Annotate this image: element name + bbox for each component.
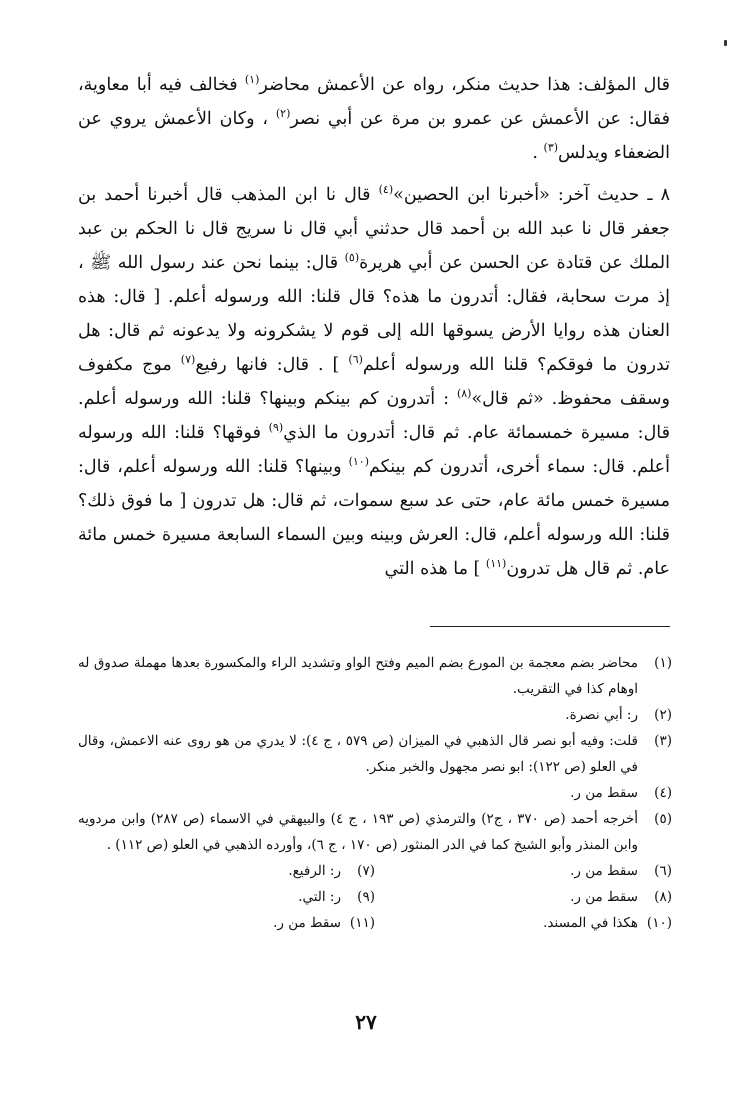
footnote-ref: (٩): [268, 421, 284, 435]
footnote-number: (٥): [654, 811, 672, 827]
footnote-1: [78, 650, 672, 702]
footnote-column-right: [375, 858, 672, 936]
page-number: ٢٧: [355, 1010, 377, 1034]
footnote-ref: (١١): [485, 557, 507, 571]
footnotes: [78, 650, 672, 936]
footnote-text: قلت: وفيه أبو نصر قال الذهبي في الميزان (ص ٥٧٩ ، ج ٤): لا يدري من هو روى عنه الاعمش، وقال في العلو (ص ١٢٢): ابو نصر مجهول والخبر منكر.: [78, 733, 638, 775]
text-run: وبينها؟ قلنا: الله ورسوله أعلم، قال: مسيرة خمس مائة عام، حتى عد سبع سموات، ثم قال: هل تدرون [ ما فوق ذلك؟ قلنا: الله ورسوله أعلم، قال: العرش وبينه وبين السماء السابعة مسيرة خمس مائة عام. ثم قال هل تدرون: [78, 457, 670, 579]
text-run: فوقها؟ قلنا: الله ورسوله أعلم. قال: سماء أخرى، أتدرون كم بينكم: [78, 423, 670, 477]
paragraph-2: [78, 178, 670, 586]
margin-mark: [724, 40, 727, 46]
footnote-11: [78, 910, 375, 936]
text-run: موج مكفوف وسقف محفوظ. «ثم قال»: [78, 355, 670, 409]
text-run: ، وكان الأعمش يروي عن الضعفاء ويدلس: [78, 109, 670, 163]
footnote-text: ر: التي.: [298, 889, 341, 905]
footnote-ref: (٧): [180, 353, 196, 367]
footnote-number: (٨): [654, 889, 672, 905]
footnote-text: هكذا في المسند.: [543, 915, 638, 931]
footnote-text: سقط من ر.: [273, 915, 341, 931]
footnote-text: أخرجه أحمد (ص ٣٧٠ ، ج٢) والترمذي (ص ١٩٣ ، ج ٤) والبيهقي في الاسماء (ص ٢٨٧) وابن مردويه وابن المنذر وأبو الشيخ كما في الدر المنثور (ص ١٧٠ ، ج ٦)، وأورده الذهبي في العلو (ص ١١٢) .: [78, 811, 639, 853]
footnote-grid: [78, 858, 672, 936]
footnote-number: (٦): [654, 863, 672, 879]
footnote-ref: (٣): [543, 141, 559, 155]
footnote-text: ر: الرفيع.: [288, 863, 341, 879]
paragraph-1: [78, 68, 670, 170]
main-text: [78, 68, 670, 586]
footnote-9: [78, 884, 375, 910]
text-run: فخالف فيه أبا معاوية، فقال: عن الأعمش عن عمرو بن مرة عن أبي نصر: [78, 75, 670, 129]
footnote-number: (١١): [349, 915, 375, 931]
footnote-ref: (١): [244, 73, 260, 87]
footnote-number: (٢): [654, 707, 672, 723]
text-run: قال المؤلف: هذا حديث منكر، رواه عن الأعمش محاضر: [259, 75, 670, 95]
text-run: قال نا ابن المذهب قال أخبرنا أحمد بن جعفر قال نا عبد الله بن أحمد قال حدثني أبي قال نا سريج قال نا الحكم بن عبد الملك عن قتادة عن الحسن عن أبي هريرة: [78, 185, 670, 273]
footnote-2: [78, 702, 672, 728]
footnote-text: سقط من ر.: [570, 889, 638, 905]
footnote-5: [78, 806, 672, 858]
text-run: ٨ ـ حديث آخر: «أخبرنا ابن الحصين»: [393, 185, 670, 205]
footnote-ref: (٥): [344, 251, 360, 265]
footnote-number: (٤): [654, 785, 672, 801]
footnote-text: سقط من ر.: [570, 785, 638, 801]
footnote-6: [375, 858, 672, 884]
text-run: ] . قال: فانها رفيع: [195, 355, 349, 375]
footnote-number: (٧): [357, 863, 375, 879]
footnote-column-left: [78, 858, 375, 936]
footnote-number: (١٠): [646, 915, 672, 931]
footnote-number: (٩): [357, 889, 375, 905]
footnote-separator: [430, 626, 670, 627]
footnote-ref: (٦): [348, 353, 363, 367]
text-run: : أتدرون كم بينكم وبينها؟ قلنا: الله ورسوله أعلم. قال: مسيرة خمسمائة عام. ثم قال: أتدرون ما الذي: [78, 389, 670, 443]
text-run: ] ما هذه التي: [384, 559, 486, 579]
footnote-ref: (٨): [456, 387, 472, 401]
footnote-number: (١): [654, 655, 672, 671]
footnote-text: ر: أبي نصرة.: [565, 707, 638, 723]
footnote-ref: (١٠): [348, 455, 369, 469]
footnote-ref: (٤): [378, 183, 394, 197]
footnote-7: [78, 858, 375, 884]
footnote-3: [78, 728, 672, 780]
footnote-4: [78, 780, 672, 806]
text-run: قال: بينما نحن عند رسول الله ﷺ ، إذ مرت سحابة، فقال: أتدرون ما هذه؟ قال قلنا: الله ورسوله أعلم. [ قال: هذه العنان هذه روايا الأرض يسوقها الله إلى قوم لا يشكرونه ولا يدعونه ثم قال: هل تدرون ما فوقكم؟ قلنا الله ورسوله أعلم: [78, 253, 670, 375]
footnote-text: محاضر بضم معجمة بن المورع بضم الميم وفتح الواو وتشديد الراء والمكسورة بعدها مهملة صدوق له اوهام كذا في التقريب.: [78, 655, 638, 697]
text-run: .: [532, 143, 544, 163]
footnote-8: [375, 884, 672, 910]
footnote-text: سقط من ر.: [570, 863, 638, 879]
footnote-10: [375, 910, 672, 936]
footnote-number: (٣): [654, 733, 672, 749]
footnote-ref: (٢): [275, 107, 291, 121]
